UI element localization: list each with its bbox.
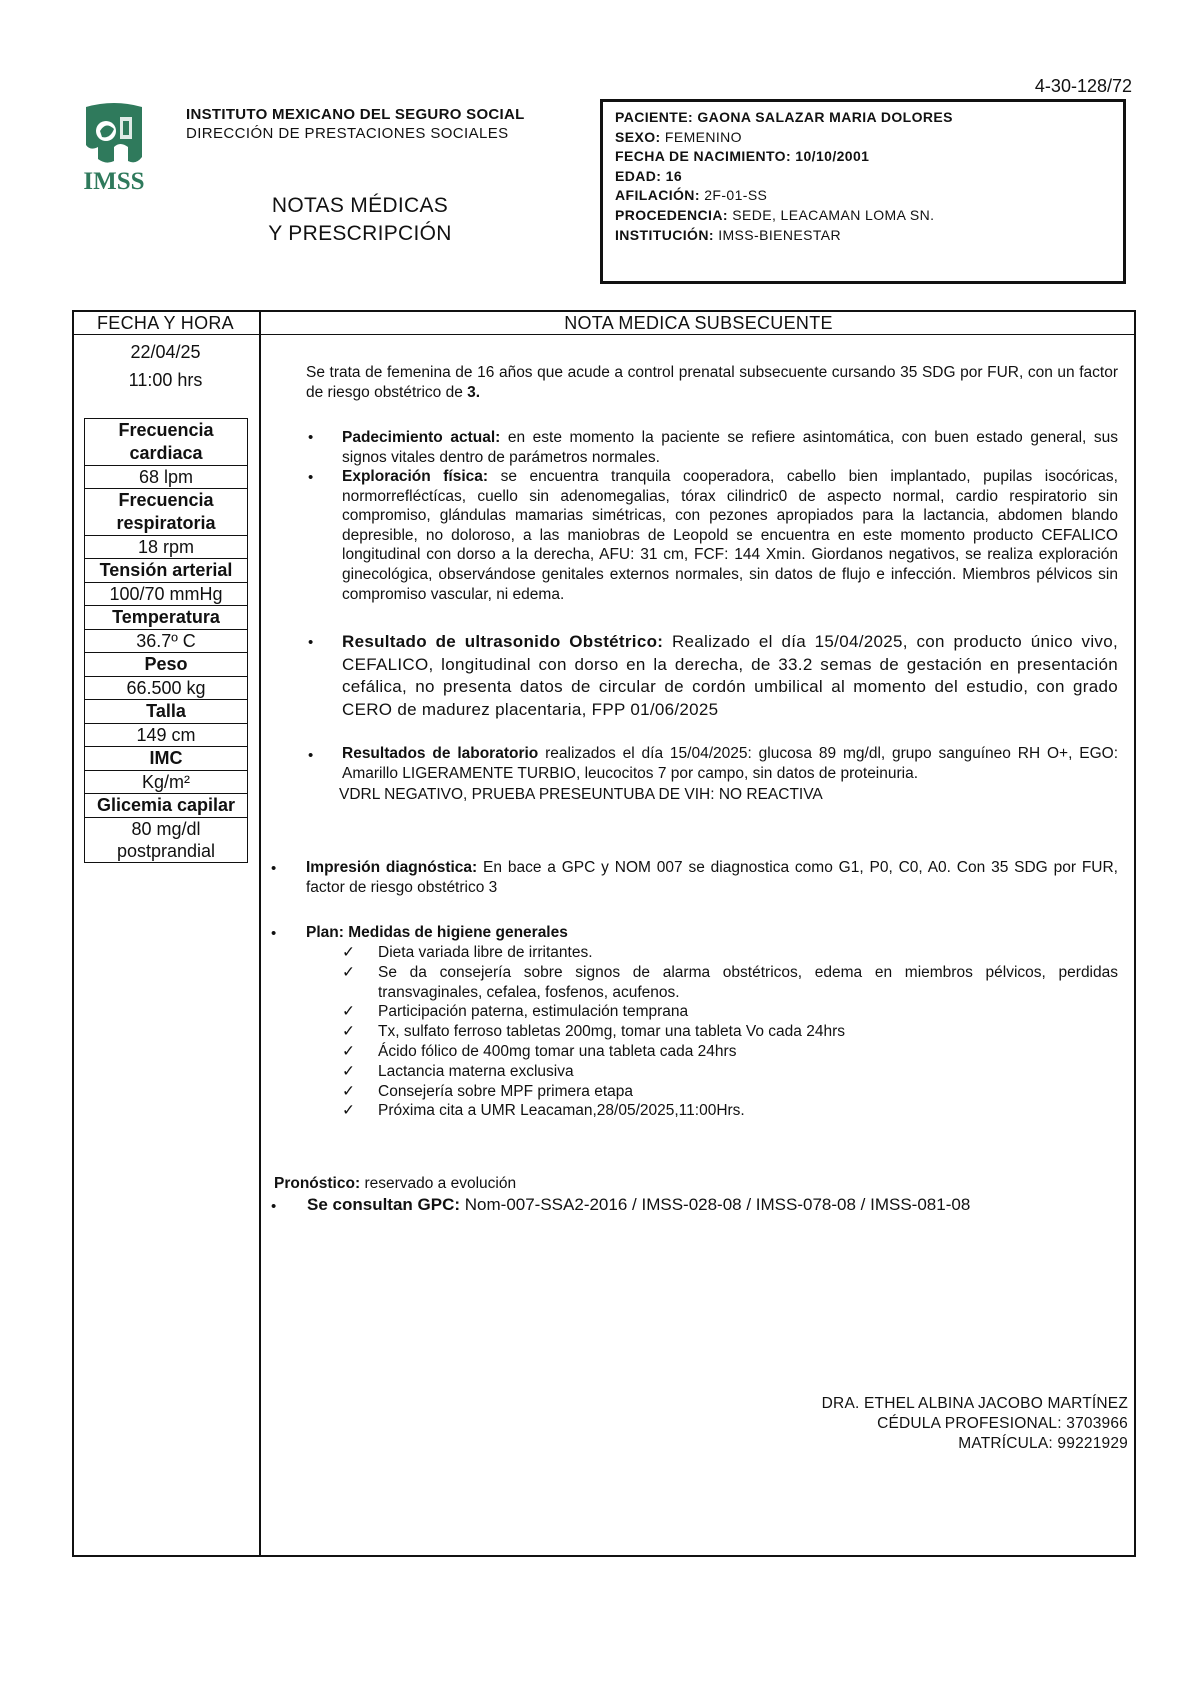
vital-value: Kg/m² (85, 771, 248, 794)
bullet-icon: • (271, 925, 277, 942)
patient-origin-label: PROCEDENCIA: (615, 206, 728, 223)
plan-item: ✓ Lactancia materna exclusiva (342, 1062, 574, 1080)
vital-label: Frecuencia respiratoria (85, 489, 248, 536)
checkmark-icon: ✓ (342, 1042, 355, 1060)
vital-label: IMC (85, 747, 248, 771)
patient-age-label: EDAD: (615, 167, 662, 184)
exploracion-label: Exploración física: (342, 468, 489, 485)
bullet-icon: • (308, 747, 314, 764)
column-divider (259, 310, 261, 1557)
plan-label: Plan: Medidas de higiene generales (306, 924, 568, 941)
patient-origin: SEDE, LEACAMAN LOMA SN. (732, 206, 935, 223)
patient-institution: IMSS-BIENESTAR (718, 226, 842, 243)
patient-affiliation-row (615, 186, 1111, 206)
column-header-datetime: FECHA Y HORA (97, 313, 234, 333)
patient-affiliation-label: AFILACIÓN: (615, 187, 700, 204)
ultrasound-section (342, 631, 1118, 721)
vital-value: 80 mg/dl postprandial (85, 818, 248, 863)
title-line-1: NOTAS MÉDICAS (271, 194, 449, 217)
diagnosis-label: Impresión diagnóstica: (306, 859, 478, 876)
logo-text: IMSS (83, 168, 145, 195)
doctor-license: CÉDULA PROFESIONAL: 3703966 (877, 1415, 1128, 1432)
patient-info-box (600, 99, 1126, 284)
vital-label: Tensión arterial (85, 559, 248, 583)
padecimiento-label: Padecimiento actual: (342, 429, 501, 446)
vital-label: Glicemia capilar (85, 794, 248, 818)
intro-text: Se trata de femenina de 16 años que acude a control prenatal subsecuente cursando 35 SDG por FUR, con un factor de riesgo obstétrico de (306, 364, 1118, 401)
patient-affiliation: 2F-01-SS (704, 187, 768, 204)
bullet-icon: • (271, 1198, 277, 1215)
risk-factor-value: 3. (467, 383, 481, 401)
patient-sex: FEMENINO (664, 128, 742, 145)
exploracion-text: se encuentra tranquila cooperadora, cabello bien implantado, pupilas isocóricas, normorrefléctícas, cuello sin adenomegalias, tórax cilindric0 de aspecto normal, cardio respiratorio sin compromiso, glándulas mamarias simétricas, con pezones apropiados para la lactancia, abdomen blando depresible, no doloroso, a las maniobras de Leopold se encuentra en este momento producto CEFALICO longitudinal con dorso a la derecha, AFU: 31 cm, FCF: 144 Xmin. Giordanos negativos, se realiza exploración ginecológica, observándose genitales externos normales, sin datos de flujo e infección. Miembros pélvicos sin compromiso vascular, ni edema. (342, 468, 1118, 603)
vital-value: 149 cm (85, 724, 248, 747)
vital-value: 100/70 mmHg (85, 583, 248, 606)
vitals-table (84, 418, 248, 863)
plan-list (342, 943, 1118, 1121)
prognosis-label: Pronóstico: (274, 1175, 361, 1192)
laboratory-section (342, 744, 1118, 783)
title-line-2: Y PRESCRIPCIÓN (268, 222, 452, 245)
plan-item: ✓ Se da consejería sobre signos de alarma obstétricos, edema en miembros pélvicos, perdidas transvaginales, cefalea, fosfenos, acufenos. (342, 963, 1118, 1001)
document-title (230, 192, 490, 248)
padecimiento-section (342, 428, 1118, 467)
vital-value: 18 rpm (85, 536, 248, 559)
plan-item: ✓ Tx, sulfato ferroso tabletas 200mg, tomar una tableta Vo cada 24hrs (342, 1023, 845, 1041)
gpc-label: Se consultan GPC: (307, 1195, 461, 1214)
laboratory-label: Resultados de laboratorio (342, 745, 539, 762)
patient-name-row (615, 108, 1111, 128)
checkmark-icon: ✓ (342, 1023, 355, 1041)
patient-age-row (615, 167, 1111, 187)
department-name: DIRECCIÓN DE PRESTACIONES SOCIALES (186, 125, 509, 142)
vital-value: 68 lpm (85, 466, 248, 489)
patient-institution-row (615, 226, 1111, 246)
document-code: 4-30-128/72 (1034, 76, 1132, 96)
bullet-icon: • (308, 469, 314, 486)
checkmark-icon: ✓ (342, 1003, 355, 1021)
column-header-note: NOTA MEDICA SUBSECUENTE (564, 313, 833, 333)
laboratory-line-2: VDRL NEGATIVO, PRUEBA PRESEUNTUBA DE VIH: NO REACTIVA (339, 786, 823, 803)
patient-dob-label: FECHA DE NACIMIENTO: (615, 148, 791, 165)
imss-logo (76, 101, 152, 195)
plan-item: ✓ Consejería sobre MPF primera etapa (342, 1082, 634, 1100)
patient-sex-label: SEXO: (615, 128, 661, 145)
patient-age: 16 (665, 167, 683, 184)
vital-value: 66.500 kg (85, 677, 248, 700)
gpc-text: Nom-007-SSA2-2016 / IMSS-028-08 / IMSS-078-08 / IMSS-081-08 (464, 1195, 971, 1214)
checkmark-icon: ✓ (342, 1102, 355, 1120)
doctor-name: DRA. ETHEL ALBINA JACOBO MARTÍNEZ (821, 1395, 1128, 1412)
note-intro (306, 363, 1118, 402)
exploracion-section (342, 467, 1118, 604)
institution-name: INSTITUTO MEXICANO DEL SEGURO SOCIAL (186, 106, 525, 123)
padecimiento-text: en este momento la paciente se refiere asintomática, con buen estado general, sus signos vitales dentro de parámetros normales. (342, 429, 1119, 466)
patient-origin-row (615, 206, 1111, 226)
prognosis-section (274, 1174, 1114, 1194)
patient-name-label: PACIENTE: (615, 109, 694, 125)
ultrasound-label: Resultado de ultrasonido Obstétrico: (342, 632, 664, 651)
vital-value: 36.7º C (85, 630, 248, 653)
plan-item: ✓ Participación paterna, estimulación temprana (342, 1003, 689, 1021)
vital-label: Temperatura (85, 606, 248, 630)
patient-dob-row (615, 147, 1111, 167)
plan-item: ✓ Dieta variada libre de irritantes. (342, 944, 593, 961)
checkmark-icon: ✓ (342, 963, 355, 981)
note-date: 22/04/25 (130, 342, 201, 362)
gpc-section (307, 1195, 1119, 1215)
plan-item: ✓ Próxima cita a UMR Leacaman,28/05/2025,11:00Hrs. (342, 1102, 745, 1120)
doctor-id: MATRÍCULA: 99221929 (958, 1435, 1128, 1452)
laboratory-text: realizados el día 15/04/2025: glucosa 89 mg/dl, grupo sanguíneo RH O+, EGO: Amarillo LIGERAMENTE TURBIO, leucocitos 7 por campo, sin datos de proteinuria. (342, 745, 1118, 782)
patient-institution-label: INSTITUCIÓN: (615, 226, 714, 243)
patient-sex-row (615, 128, 1111, 148)
signature-block (822, 1394, 1128, 1454)
prognosis-text: reservado a evolución (364, 1175, 517, 1192)
checkmark-icon: ✓ (342, 1082, 355, 1100)
patient-dob: 10/10/2001 (795, 148, 870, 165)
patient-name: GAONA SALAZAR MARIA DOLORES (697, 109, 953, 125)
note-time: 11:00 hrs (128, 370, 203, 390)
diagnosis-text: En bace a GPC y NOM 007 se diagnostica como G1, P0, C0, A0. Con 35 SDG por FUR, factor de riesgo obstétrico 3 (306, 859, 1118, 896)
vital-label: Talla (85, 700, 248, 724)
checkmark-icon: ✓ (342, 944, 355, 961)
plan-item: ✓ Ácido fólico de 400mg tomar una tableta cada 24hrs (342, 1042, 737, 1060)
vital-label: Frecuencia cardiaca (85, 419, 248, 466)
ultrasound-text: Realizado el día 15/04/2025, con producto único vivo, CEFALICO, longitudinal con dorso en la derecha, de 33.2 semas de gestación en presentación cefálica, no presenta datos de circular de cordón umbilical al momento del estudio, con grado CERO de madurez placentaria, FPP 01/06/2025 (342, 632, 1119, 719)
bullet-icon: • (308, 429, 314, 446)
diagnosis-section (306, 858, 1118, 897)
vital-label: Peso (85, 653, 248, 677)
institution-block (186, 106, 525, 142)
bullet-icon: • (308, 634, 314, 651)
header-divider (72, 334, 1136, 335)
checkmark-icon: ✓ (342, 1062, 355, 1080)
bullet-icon: • (271, 860, 277, 877)
